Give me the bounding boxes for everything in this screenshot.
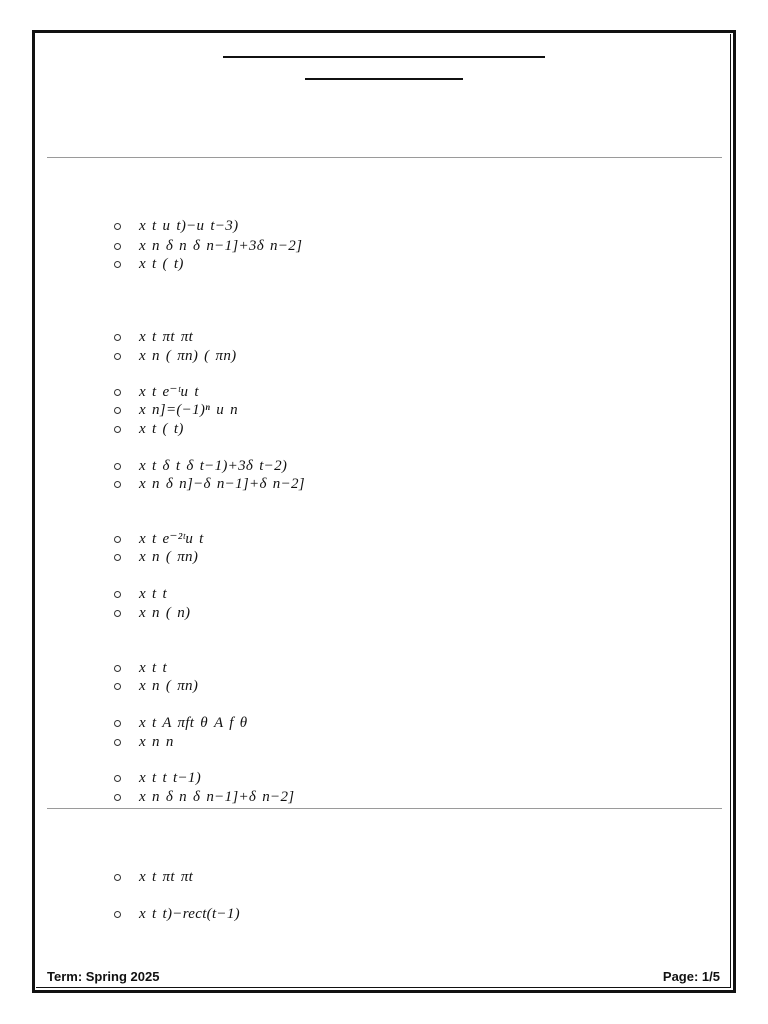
bullet-icon bbox=[114, 243, 121, 250]
bullet-icon bbox=[114, 463, 121, 470]
signal-expression: x t u t)−u t−3) bbox=[139, 218, 239, 234]
signal-expression: x t A πft θ A f θ bbox=[139, 715, 248, 731]
signal-expression: x n ( πn) bbox=[139, 678, 199, 694]
signal-expression: x t πt πt bbox=[139, 869, 194, 885]
bullet-icon bbox=[114, 389, 121, 396]
bullet-icon bbox=[114, 353, 121, 360]
signal-expression: x t πt πt bbox=[139, 329, 194, 345]
signal-expression: x t t t−1) bbox=[139, 770, 202, 786]
signal-expression: x t t bbox=[139, 660, 167, 676]
signal-expression: x n ( πn) ( πn) bbox=[139, 348, 237, 364]
signal-expression: x t e⁻²ᵗu t bbox=[139, 531, 204, 547]
bullet-icon bbox=[114, 683, 121, 690]
footer-term: Term: Spring 2025 bbox=[47, 969, 160, 984]
bullet-icon bbox=[114, 426, 121, 433]
signal-expression: x t t bbox=[139, 586, 167, 602]
bullet-icon bbox=[114, 591, 121, 598]
bullet-icon bbox=[114, 874, 121, 881]
signal-expression: x n ( n) bbox=[139, 605, 191, 621]
footer-page-number: Page: 1/5 bbox=[662, 969, 720, 984]
signal-expression: x n δ n]−δ n−1]+δ n−2] bbox=[139, 476, 305, 492]
section-divider bbox=[47, 157, 722, 158]
signal-expression: x t t)−rect(t−1) bbox=[139, 906, 240, 922]
signal-expression: x t δ t δ t−1)+3δ t−2) bbox=[139, 458, 288, 474]
signal-expression: x t ( t) bbox=[139, 421, 184, 437]
bullet-icon bbox=[114, 481, 121, 488]
bullet-icon bbox=[114, 554, 121, 561]
bullet-icon bbox=[114, 665, 121, 672]
signal-expression: x n n bbox=[139, 734, 174, 750]
signal-expression: x n]=(−1)ⁿ u n bbox=[139, 402, 238, 418]
bullet-icon bbox=[114, 407, 121, 414]
bullet-icon bbox=[114, 794, 121, 801]
signal-expression: x t ( t) bbox=[139, 256, 184, 272]
signal-expression: x n δ n δ n−1]+δ n−2] bbox=[139, 789, 295, 805]
bullet-icon bbox=[114, 261, 121, 268]
signal-expression: x t e⁻ᵗu t bbox=[139, 384, 199, 400]
signal-expression: x n ( πn) bbox=[139, 549, 199, 565]
page-border-shadow bbox=[36, 34, 731, 988]
section-divider bbox=[47, 808, 722, 809]
bullet-icon bbox=[114, 911, 121, 918]
bullet-icon bbox=[114, 739, 121, 746]
bullet-icon bbox=[114, 334, 121, 341]
subtitle-underline bbox=[305, 78, 463, 80]
bullet-icon bbox=[114, 720, 121, 727]
title-underline bbox=[223, 56, 545, 58]
bullet-icon bbox=[114, 775, 121, 782]
bullet-icon bbox=[114, 536, 121, 543]
bullet-icon bbox=[114, 223, 121, 230]
signal-expression: x n δ n δ n−1]+3δ n−2] bbox=[139, 238, 303, 254]
bullet-icon bbox=[114, 610, 121, 617]
